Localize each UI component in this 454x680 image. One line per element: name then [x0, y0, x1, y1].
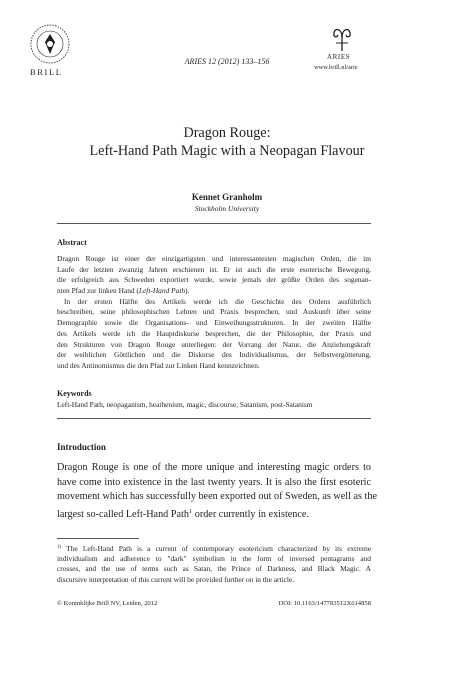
abstract-body — [57, 254, 371, 372]
keywords-text: Left-Hand Path, neopaganism, heathenism, magic, discourse, Satanism, post-Satanism — [57, 400, 313, 409]
abstract-line: des Artikels werde ich die Hauptdiskurse besprechen, die der Philosophie, der Praxis und — [57, 328, 371, 338]
publisher-name: BRILL — [30, 67, 63, 77]
title-line-2: Left-Hand Path Magic with a Neopagan Flavour — [89, 143, 365, 159]
running-head: ARIES 12 (2012) 133–156 — [184, 57, 270, 66]
footnote — [57, 543, 371, 586]
aries-logo — [331, 25, 353, 53]
author-affiliation: Stockholm University — [194, 204, 260, 213]
intro-line — [57, 505, 371, 520]
journal-name: ARIES — [327, 53, 351, 61]
journal-url[interactable]: www.brill.nl/arie — [314, 64, 358, 71]
footnote-line: discursive interpretation of this current will be provided further on in the article. — [57, 575, 295, 585]
keywords-heading: Keywords — [57, 389, 92, 398]
footnote-number: 1) — [57, 545, 62, 550]
abstract-line: nten Pfad zur linken Hand (Left-Hand Path). — [57, 286, 190, 296]
abstract-line: und des Antinomismus die den Pfad zur Linken Hand kennzeichnen. — [57, 360, 260, 370]
article-title — [0, 124, 454, 160]
intro-line: have come into existence in the last twenty years. It is also the first esoteric — [57, 476, 371, 488]
title-line-1: Dragon Rouge: — [183, 125, 271, 141]
footnote-line: individualism and adherence to "dark" symbolism in the form of inversed pentagrams and — [57, 553, 371, 563]
intro-line: Dragon Rouge is one of the more unique and interesting magic orders to — [57, 462, 371, 473]
footnote-reference[interactable]: 1 — [188, 508, 193, 516]
footnote-line — [57, 543, 371, 554]
doi[interactable]: DOI: 10.1163/147783512X614858 — [278, 600, 371, 607]
abstract-line: beschreiben, seine philosophischen Lehren und Praxis besprechen, und Auskunft über seine — [57, 307, 371, 317]
abstract-bottom-rule — [57, 418, 371, 419]
footnote-rule — [57, 538, 139, 539]
introduction-heading: Introduction — [57, 442, 106, 452]
abstract-line: die erfolgreich aus Schweden exportiert wurde, sowie jemals der größte Orden des sogenan- — [57, 275, 371, 285]
abstract-line: der weiblichen Göttlichen und die Diskurse des Individualismus, der Selbstvergötterung, — [57, 350, 371, 360]
page-footer — [57, 600, 371, 607]
author-name: Kennet Granholm — [191, 192, 263, 202]
copyright-notice: © Koninklijke Brill NV, Leiden, 2012 — [57, 600, 158, 607]
introduction-body — [57, 461, 377, 521]
intro-line: movement which has successfully been exported out of Sweden, as well as the — [57, 491, 377, 503]
abstract-line: In der ersten Hälfte des Artikels werde ich die Geschichte des Ordens ausführlich — [64, 296, 371, 306]
abstract-line: Demographie sowie die Organisations- und Einweihungsstrukturen. In der zweiten Hälfte — [57, 318, 371, 328]
abstract-top-rule — [57, 223, 371, 224]
abstract-line: den Strukturen von Dragon Rouge unterliegen: der Vorrang der Natur, die Anziehungskraft — [57, 339, 371, 349]
abstract-line: Laufe der letzten zwanzig Jahren erschienen ist. Er ist auch die erste esoterische Bewegung, — [57, 264, 371, 274]
footnote-line-text: The Left-Hand Path is a current of contemporary esotericism characterized by its extreme — [66, 544, 371, 553]
intro-line-part: largest so-called Left-Hand Path — [57, 509, 189, 521]
footnote-line: crosses, and the use of terms such as Satan, the Prince of Darkness, and Black Magic. A — [57, 564, 371, 574]
intro-line-part: order currently in existence. — [192, 509, 309, 521]
abstract-heading: Abstract — [57, 238, 87, 247]
abstract-line: Dragon Rouge ist einer der einzigartigsten und interessantesten magischen Orden, die im — [57, 254, 371, 263]
